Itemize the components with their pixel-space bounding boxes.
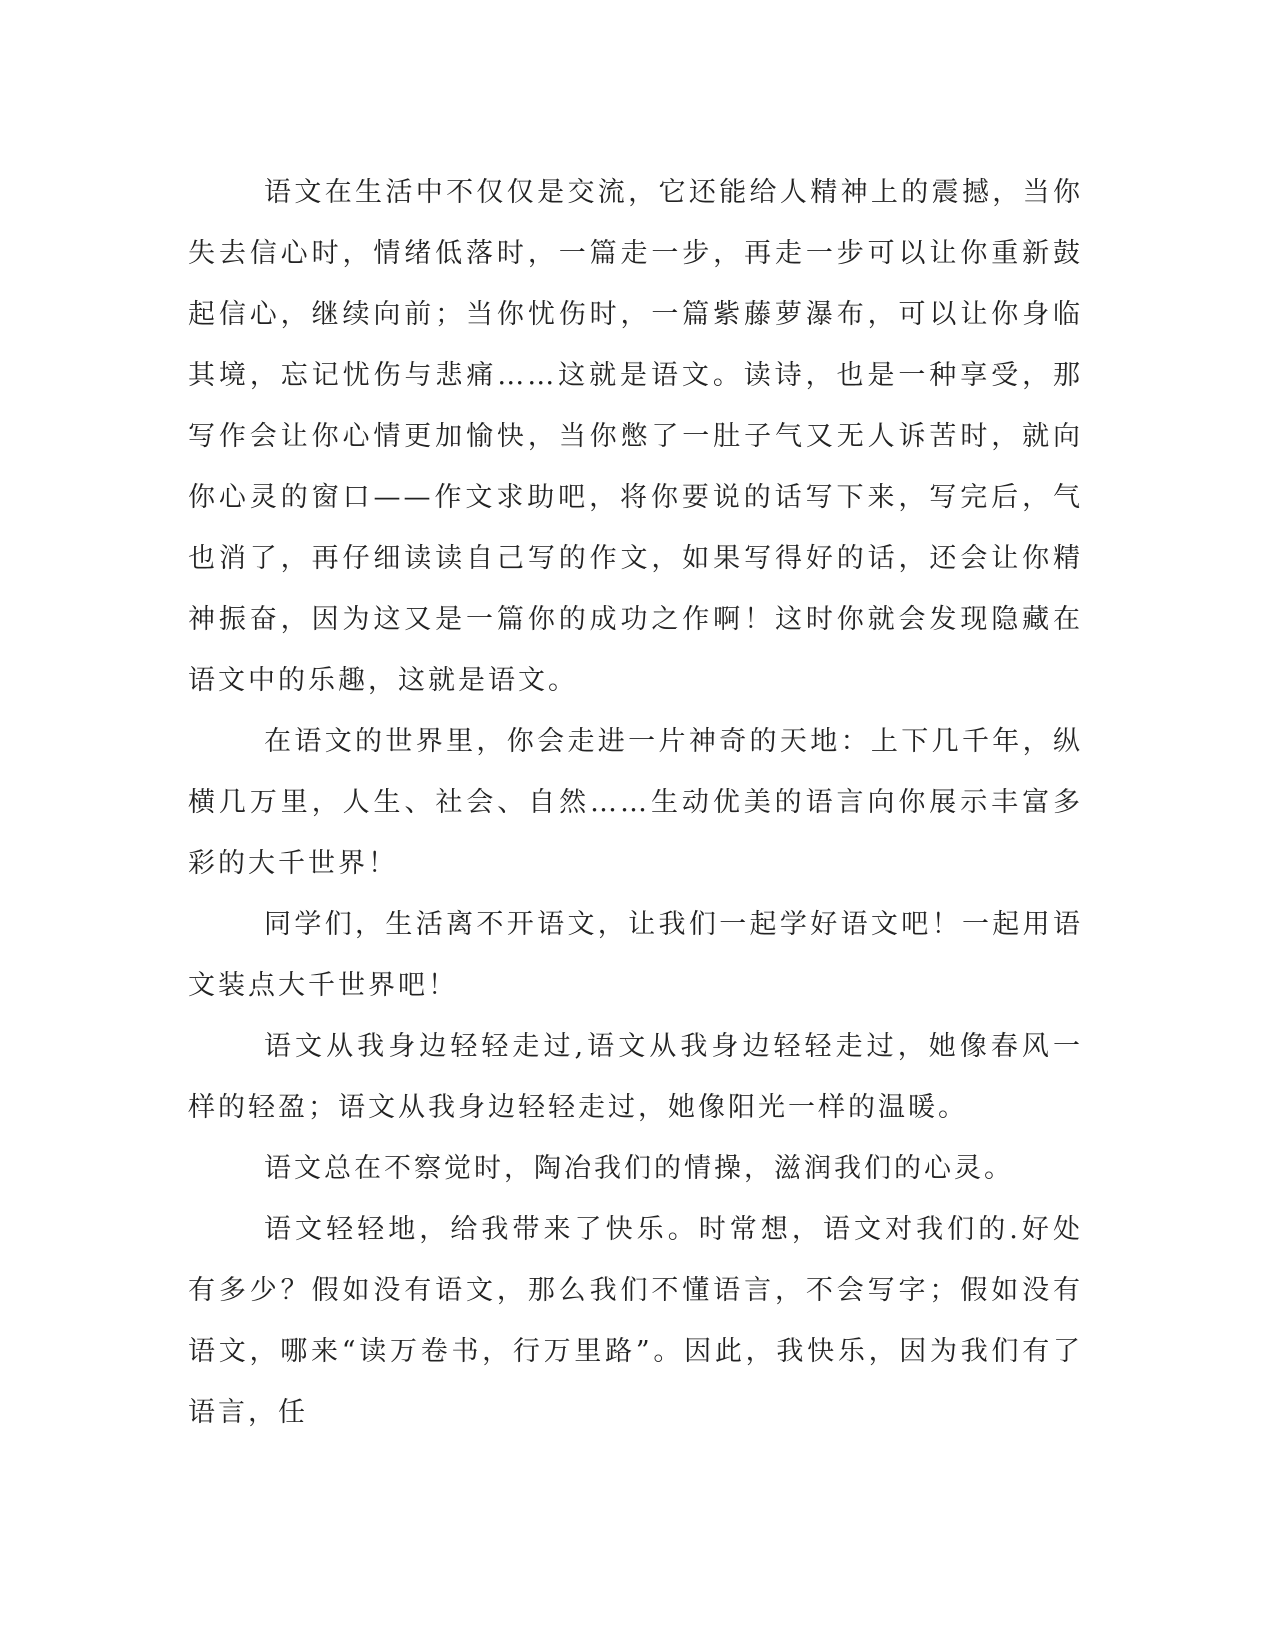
paragraph: 在语文的世界里，你会走进一片神奇的天地：上下几千年，纵横几万里，人生、社会、自然……生动优美的语言向你展示丰富多彩的大千世界！ bbox=[188, 726, 1083, 879]
paragraph: 同学们，生活离不开语文，让我们一起学好语文吧！一起用语文装点大千世界吧！ bbox=[188, 909, 1083, 1001]
document-body bbox=[188, 162, 1083, 1443]
paragraph: 语文总在不察觉时，陶冶我们的情操，滋润我们的心灵。 bbox=[264, 1153, 1014, 1184]
paragraph: 语文从我身边轻轻走过,语文从我身边轻轻走过，她像春风一样的轻盈；语文从我身边轻轻走过，她像阳光一样的温暖。 bbox=[188, 1031, 1083, 1123]
paragraph: 语文轻轻地，给我带来了快乐。时常想，语文对我们的.好处有多少？假如没有语文，那么我们不懂语言，不会写字；假如没有语文，哪来“读万卷书，行万里路”。因此，我快乐，因为我们有了语言，任 bbox=[188, 1214, 1083, 1428]
paragraph: 语文在生活中不仅仅是交流，它还能给人精神上的震撼，当你失去信心时，情绪低落时，一篇走一步，再走一步可以让你重新鼓起信心，继续向前；当你忧伤时，一篇紫藤萝瀑布，可以让你身临其境，忘记忧伤与悲痛……这就是语文。读诗，也是一种享受，那写作会让你心情更加愉快，当你憋了一肚子气又无人诉苦时，就向你心灵的窗口——作文求助吧，将你要说的话写下来，写完后，气也消了，再仔细读读自己写的作文，如果写得好的话，还会让你精神振奋，因为这又是一篇你的成功之作啊！这时你就会发现隐藏在语文中的乐趣，这就是语文。 bbox=[188, 177, 1083, 696]
